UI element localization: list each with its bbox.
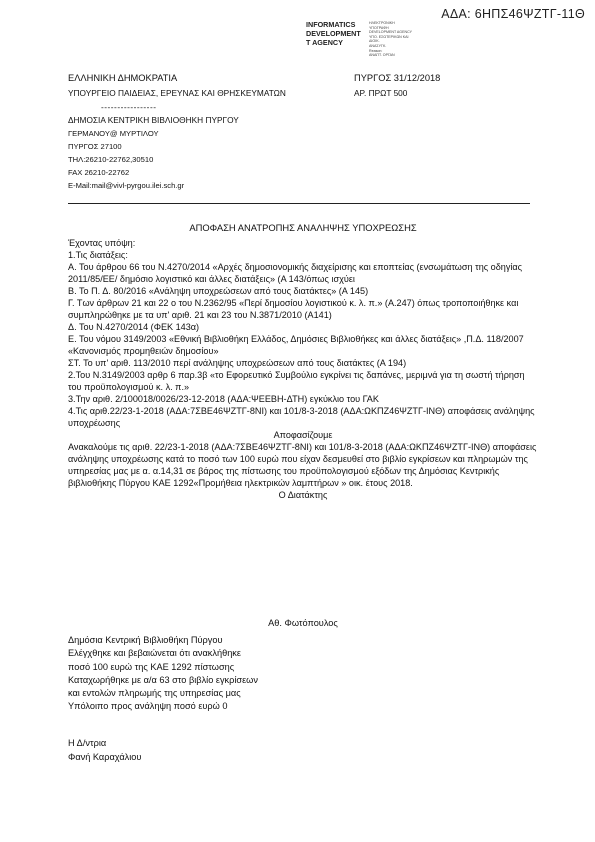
stamp-line: ΥΠΟΓΡΑΦΗ: [369, 25, 389, 30]
body-paragraph: ΣΤ. Το υπ' αριθ. 113/2010 περί ανάληψης υποχρεώσεων από τους διατάκτες (Α 194): [68, 358, 407, 368]
stamp-line: ΑΝΑΣΥΓΚ.: [369, 43, 387, 48]
body-paragraph: Β. Το Π. Δ. 80/2016 «Ανάληψη υποχρεώσεων από τους διατάκτες» (Α 145): [68, 286, 369, 296]
document-date: ΠΥΡΓΟΣ 31/12/2018: [354, 73, 441, 83]
body-paragraph: Γ. Των άρθρων 21 και 22 ο του Ν.2362/95 «Περί δημοσίου λογιστικού κ. λ. π.» (Α.247) όπως τροποποιήθηκε και συμπληρώθηκε με τα υπ' αριθ. 21 και 23 του Ν.3871/2010 (Α141): [68, 298, 519, 320]
protocol-number: ΑΡ. ΠΡΩΤ 500: [354, 88, 408, 98]
library-phone: ΤΗΛ:26210-22762,30510: [68, 155, 154, 164]
stamp-line: DEVELOPMENT AGENCY: [369, 30, 413, 35]
decision-text: Ανακαλούμε τις αριθ. 22/23-1-2018 (ΑΔΑ:7ΣΒΕ46ΨΖΤΓ-8ΝΙ) και 101/8-3-2018 (ΑΔΑ:ΩΚΠΖ46ΨΖΤΓ-ΙΝΘ) αποφάσεις ανάληψης υποχρέωσης κατά το ποσό των 100 ευρώ που είχαν δεσμευθεί στο βιβλίο εγκρίσεων και πληρωμών της υπηρεσίας μας με α. α.14,31 σε βάρος της πίστωσης του προϋπολογισμού εξόδων της Δημόσιας Κεντρικής βιβλιοθήκης Πύργου ΚΑΕ 1292«Προμήθεια ηλεκτρικών λαμπτήρων » οικ. έτους 2018.: [68, 442, 537, 488]
decision-title: ΑΠΟΦΑΣΗ ΑΝΑΤΡΟΠΗΣ ΑΝΑΛΗΨΗΣ ΥΠΟΧΡΕΩΣΗΣ: [189, 222, 417, 233]
signature-line: Καταχωρήθηκε με α/α 63 στο βιβλίο εγκρίσεων: [68, 674, 258, 685]
signature-line: και εντολών πληρωμής της υπηρεσίας μας: [68, 688, 241, 699]
director-role: Η Δ/ντρια: [68, 738, 107, 749]
logo-line: DEVELOPMENT: [306, 28, 361, 38]
stamp-line: ΑΝΑΠΤ. ΟΡΓΑΝ: [369, 53, 395, 58]
body-paragraph: 4.Τις αριθ.22/23-1-2018 (ΑΔΑ:7ΣΒΕ46ΨΖΤΓ-8ΝΙ) και 101/8-3-2018 (ΑΔΑ:ΩΚΠΖ46ΨΖΤΓ-ΙΝΘ) αποφάσεις ανάληψης υποχρέωσης: [68, 406, 535, 428]
signature-line: Δημόσια Κεντρική Βιβλιοθήκη Πύργου: [68, 635, 223, 646]
informatics-agency-logo: [306, 21, 361, 47]
body-paragraph: Έχοντας υπόψη:: [68, 238, 136, 248]
header-divider: [68, 203, 530, 204]
signature-line: ποσό 100 ευρώ της ΚΑΕ 1292 πίστωσης: [68, 661, 235, 672]
body-paragraph: 1.Τις διατάξεις:: [68, 250, 128, 260]
digital-signature-stamp: [369, 21, 412, 58]
signature-block: [68, 617, 538, 764]
decider-label: Ο Διατάκτης: [278, 490, 328, 500]
library-fax: FAX 26210-22762: [68, 168, 130, 177]
library-address: ΓΕΡΜΑΝΟΥ@ ΜΥΡΤΙΛΟΥ: [68, 129, 159, 138]
country-heading: ΕΛΛΗΝΙΚΗ ΔΗΜΟΚΡΑΤΙΑ: [68, 73, 178, 83]
header-separator: -----------------: [101, 102, 157, 112]
ada-code: ΑΔΑ: 6ΗΠΣ46ΨΖΤΓ-11Θ: [441, 7, 585, 21]
signature-line: Ελέγχθηκε και βεβαιώνεται ότι ανακλήθηκε: [68, 648, 241, 659]
stamp-line: Reason:: [369, 48, 383, 53]
stamp-line: ΥΠΟ. ΕΣΩΤΕΡΙΚΩΝ ΚΑΙ: [369, 34, 409, 39]
body-paragraph: 3.Την αριθ. 2/100018/0026/23-12-2018 (ΑΔΑ:ΨΕΕΒΗ-ΔΤΗ) εγκύκλιο του ΓΑΚ: [68, 394, 379, 404]
body-paragraph: Α. Του άρθρου 66 του Ν.4270/2014 «Αρχές δημοσιονομικής διαχείρισης και εποπτείας (ενσωμάτωση της οδηγίας 2011/85/ΕΕ/ δημόσιο λογιστικό και άλλες διατάξεις» (Α 143/όπως ισχύει: [68, 262, 523, 284]
ministry-heading: ΥΠΟΥΡΓΕΙΟ ΠΑΙΔΕΙΑΣ, ΕΡΕΥΝΑΣ ΚΑΙ ΘΡΗΣΚΕΥΜΑΤΩΝ: [68, 88, 286, 98]
library-email: E-Mail:mail@vivl-pyrgou.ilei.sch.gr: [68, 181, 185, 190]
logo-line: T AGENCY: [306, 37, 343, 47]
logo-line: INFORMATICS: [306, 20, 356, 29]
director-name: Φανή Καραχάλιου: [68, 751, 142, 762]
library-name: ΔΗΜΟΣΙΑ ΚΕΝΤΡΙΚΗ ΒΙΒΛΙΟΘΗΚΗ ΠΥΡΓΟΥ: [68, 115, 239, 125]
stamp-line: ΔΙΟΙΚ.: [369, 39, 380, 44]
signature-line: Υπόλοιπο προς ανάληψη ποσό ευρώ 0: [68, 701, 228, 712]
stamp-line: ΗΛΕΚΤΡΟΝΙΚΗ: [369, 21, 395, 25]
decision-body: [68, 222, 538, 501]
signatory-name: Αθ. Φωτόπουλος: [268, 618, 338, 628]
body-paragraph: Ε. Του νόμου 3149/2003 «Εθνική Βιβλιοθήκη Ελλάδος, Δημόσιες Βιβλιοθήκες και άλλες διατάξεις» ,Π.Δ. 118/2007 «Κανονισμός προμηθειών δημοσίου»: [68, 334, 524, 356]
body-paragraph: 2.Του Ν.3149/2003 αρθρ 6 παρ.3β «το Εφορευτικό Συμβούλιο εγκρίνει τις δαπάνες, μεριμνά για τη σωστή τήρηση του προϋπολογισμού κ. λ. π.»: [68, 370, 525, 392]
library-city: ΠΥΡΓΟΣ 27100: [68, 142, 122, 151]
body-paragraph: Δ. Του Ν.4270/2014 (ΦΕΚ 143α): [68, 322, 200, 332]
decide-heading: Αποφασίζουμε: [273, 430, 333, 440]
